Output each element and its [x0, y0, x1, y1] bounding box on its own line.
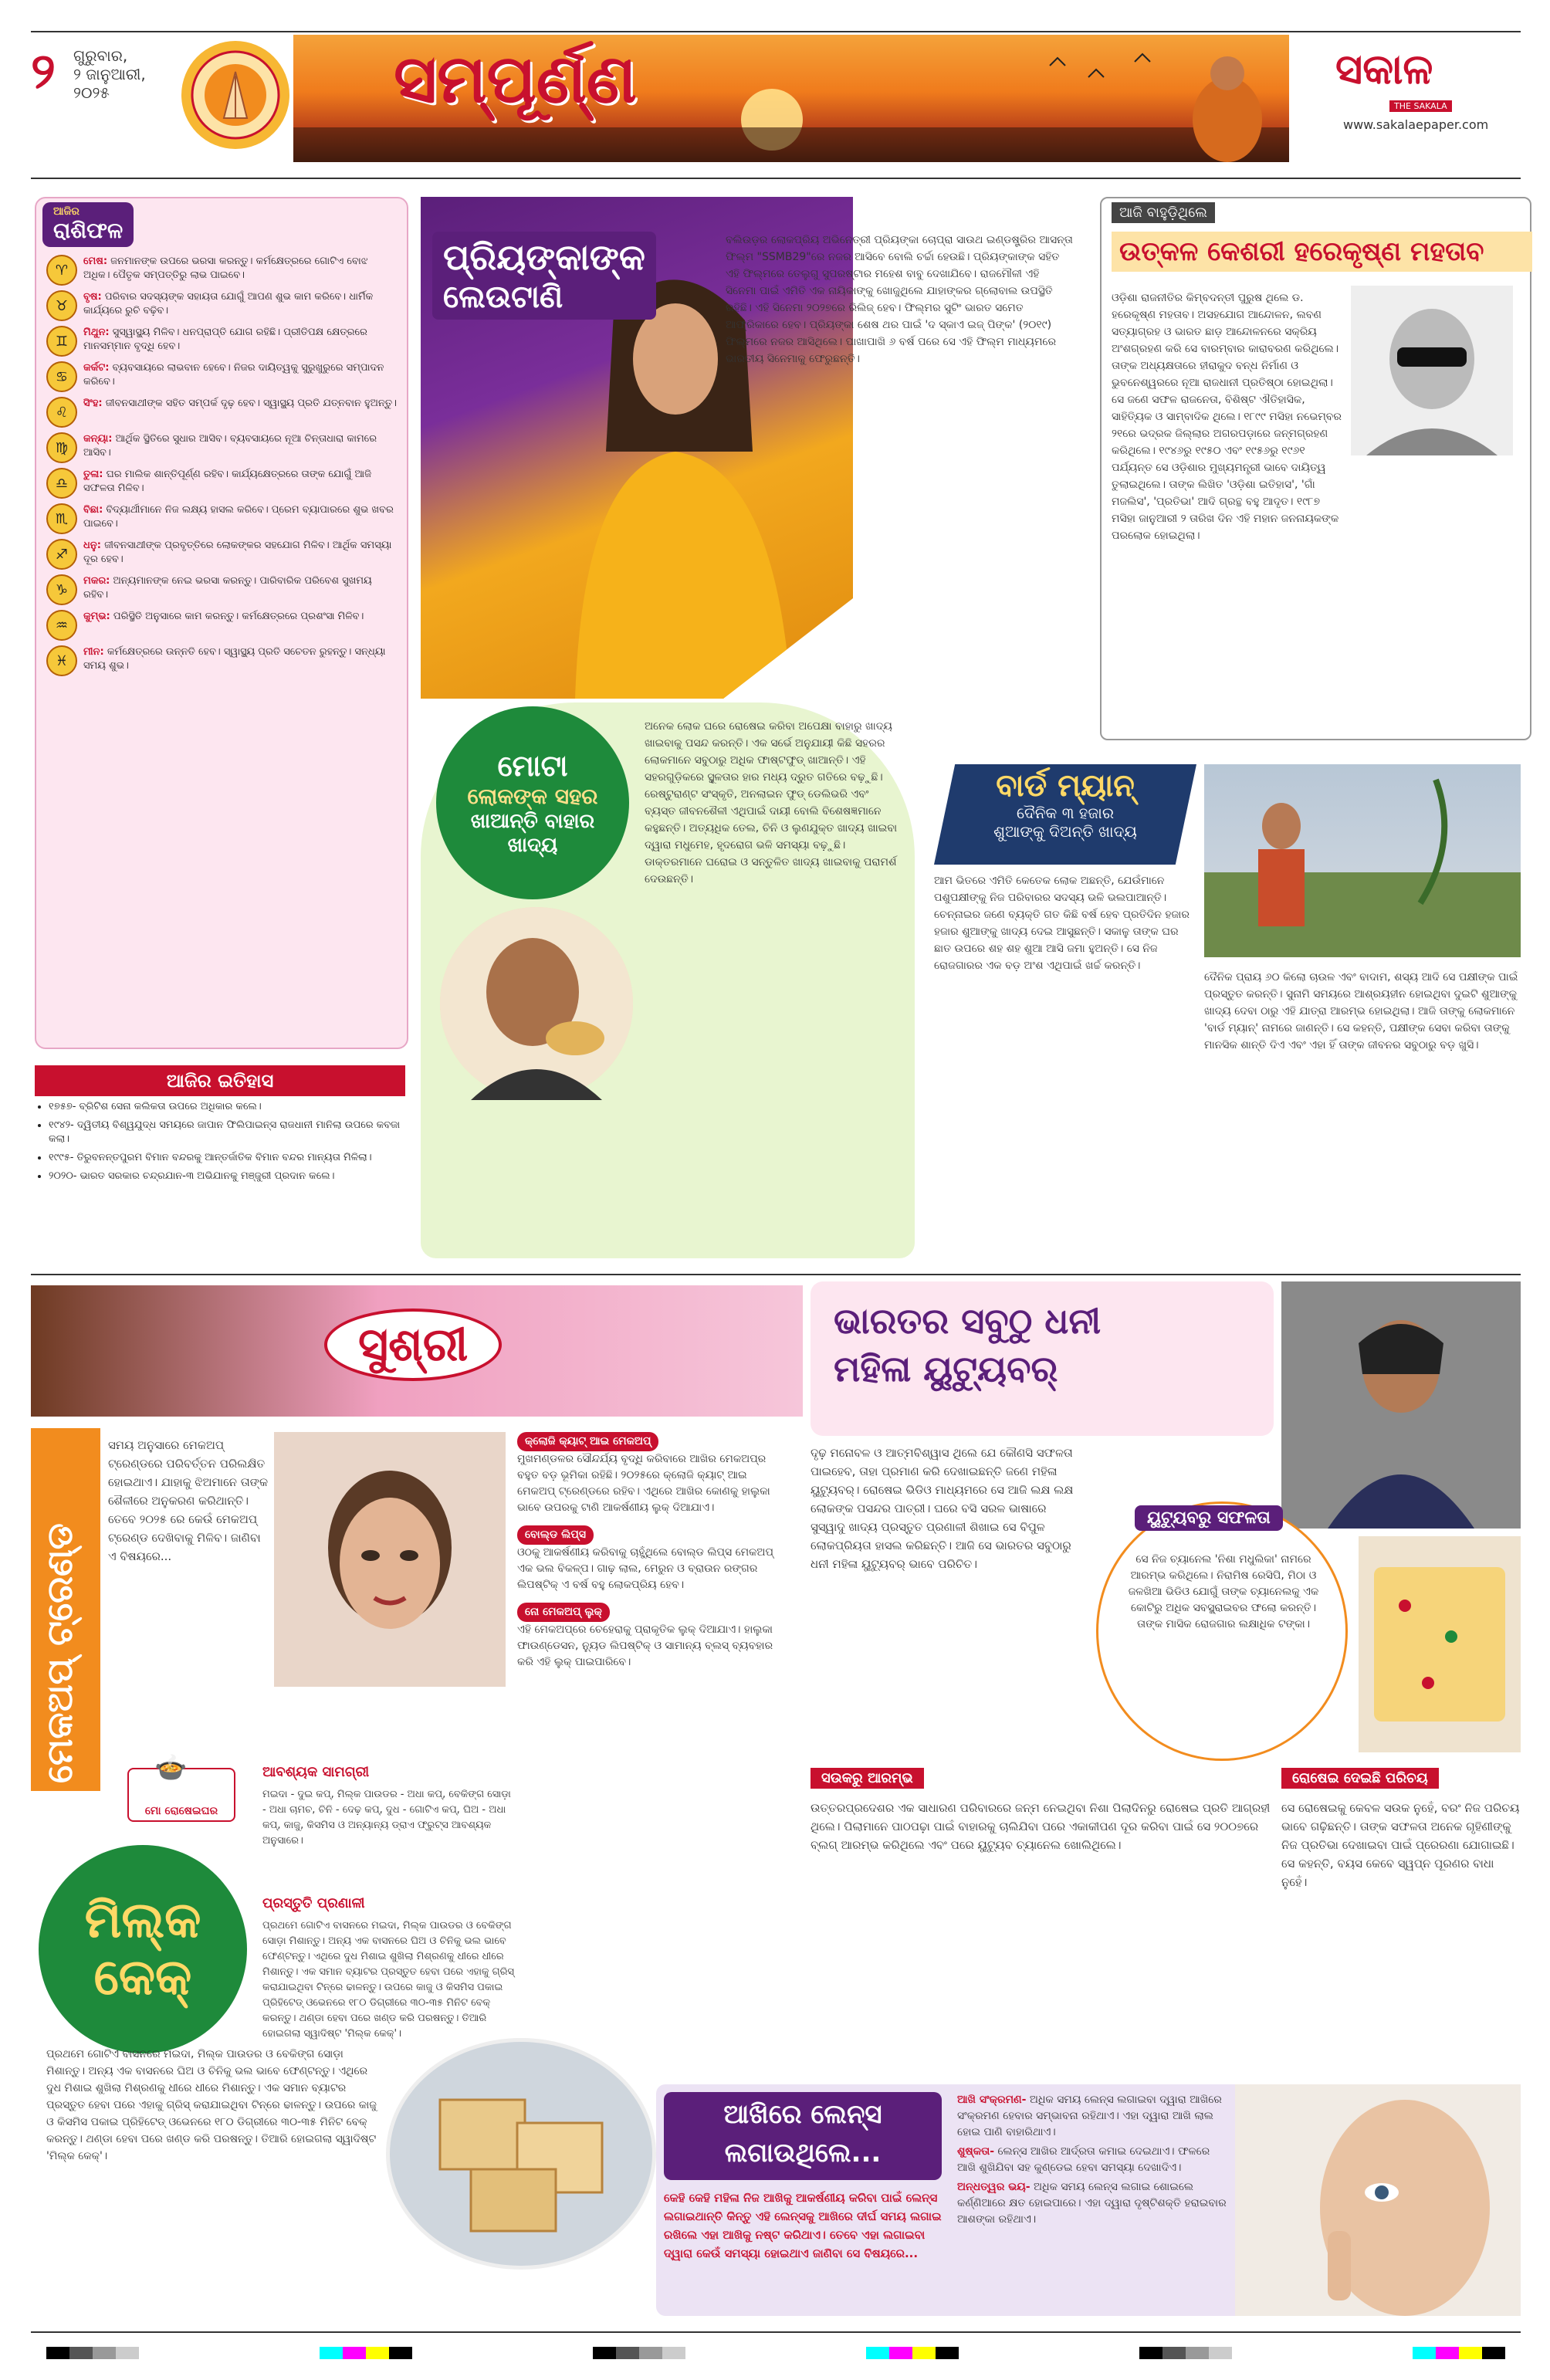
makeup-section-text: ମୁଖମଣ୍ଡଳର ସୌନ୍ଦର୍ଯ୍ୟ ବୃଦ୍ଧି କରିବାରେ ଆଖିର ମେକଅପ୍‌ର ବହୁତ ବଡ଼ ଭୂମିକା ରହିଛି। ୨୦୨୫ରେ କ୍ଲୋଜି କ୍ୟାଟ୍ ଆଇ ମେକଅପ୍ ଟ୍ରେଣ୍ଡରେ ରହିବ। ଏଥିରେ ଆଖିର କୋଣକୁ ହାଲୁକା ଭାବେ ଉପରକୁ ଟାଣି ଆକର୍ଷଣୀୟ ଲୁକ୍ ଦିଆଯାଏ।: [517, 1453, 770, 1514]
sagittarius-icon: ♐: [46, 539, 77, 570]
bottom-rule: [31, 2331, 1521, 2333]
bird-body-right: ଦୈନିକ ପ୍ରାୟ ୬୦ କିଲୋ ଚାଉଳ ଏବଂ ବାଦାମ, ଶସ୍ୟ ଆଦି ସେ ପକ୍ଷୀଙ୍କ ପାଇଁ ପ୍ରସ୍ତୁତ କରନ୍ତି। ସୁନାମି ସମୟରେ ଆଶ୍ରୟହୀନ ହୋଇଥିବା ଦୁଇଟି ଶୁଆଙ୍କୁ ଖାଦ୍ୟ ଦେବା ଠାରୁ ଏହି ଯାତ୍ରା ଆରମ୍ଭ ହୋଇଥିଲା। ଆଜି ତାଙ୍କୁ ଲୋକମାନେ 'ବାର୍ଡ ମ୍ୟାନ୍' ନାମରେ ଜାଣନ୍ତି। ସେ କହନ୍ତି, ପକ୍ଷୀଙ୍କ ସେବା କରିବା ତାଙ୍କୁ ମାନସିକ ଶାନ୍ତି ଦିଏ ଏବଂ ଏହା ହିଁ ତାଙ୍କ ଜୀବନର ସବୁଠାରୁ ବଡ଼ ଖୁସି।: [1204, 971, 1518, 1051]
sign-row-mithuna: ♊ ମିଥୁନ: ସୁସ୍ୱାସ୍ଥ୍ୟ ମିଳିବ। ଧନପ୍ରାପ୍ତି ଯୋଗ ରହିଛି। ପ୍ରୀତିପକ୍ଷ କ୍ଷେତ୍ରରେ ମାନସମ୍ମାନ ବୃଦ୍ଧି ହେବ।: [46, 326, 398, 357]
makeup-intro-text: ସମୟ ଅନୁସାରେ ମେକଅପ୍ ଟ୍ରେଣ୍ଡରେ ପରିବର୍ତ୍ତନ ପରିଲକ୍ଷିତ ହୋଇଥାଏ। ଯାହାକୁ ଝିଅମାନେ ତାଙ୍କ ଶୈଳୀରେ ଅନୁକରଣ କରିଥାନ୍ତି। ତେବେ ୨୦୨୫ ରେ କେଉଁ ମେକଅପ୍ ଟ୍ରେଣ୍ଡ ଦେଖିବାକୁ ମିଳିବ। ଜାଣିବା ଏ ବିଷୟରେ...: [108, 1438, 269, 1563]
ingredients-title: ଆବଶ୍ୟକ ସାମଗ୍ରୀ: [262, 1764, 370, 1780]
page-number: ୨: [31, 42, 56, 100]
youtuber-body: ଦୃଢ଼ ମନୋବଳ ଓ ଆତ୍ମବିଶ୍ୱାସ ଥିଲେ ଯେ କୌଣସି ସଫଳତା ପାଇହେବ, ତାହା ପ୍ରମାଣ କରି ଦେଖାଇଛନ୍ତି ଜଣେ ମହିଳା ୟୁଟ୍ୟୁବର୍। ରୋଷେଇ ଭିଡିଓ ମାଧ୍ୟମରେ ସେ ଆଜି ଲକ୍ଷ ଲକ୍ଷ ଲୋକଙ୍କ ପସନ୍ଦର ପାତ୍ରୀ। ଘରେ ବସି ସରଳ ଭାଷାରେ ସୁସ୍ୱାଦୁ ଖାଦ୍ୟ ପ୍ରସ୍ତୁତ ପ୍ରଣାଳୀ ଶିଖାଇ ସେ ବିପୁଳ ଲୋକପ୍ରିୟତା ହାସଲ କରିଛନ୍ତି। ଆଜି ସେ ଭାରତର ସବୁଠାରୁ ଧନୀ ମହିଳା ୟୁଟ୍ୟୁବର୍ ଭାବେ ପରିଚିତ।: [811, 1446, 1074, 1571]
cooking-pot-icon: 🍲: [154, 1752, 188, 1783]
aries-icon: ♈: [46, 255, 77, 286]
logo-subtitle: THE SAKALA: [1389, 100, 1452, 112]
lens-intro: କେହି କେହି ମହିଳା ନିଜ ଆଖିକୁ ଆକର୍ଷଣୀୟ କରିବା ପାଇଁ ଲେନ୍ସ ଲଗାଇଥାନ୍ତି କିନ୍ତୁ ଏହି ଲେନ୍ସକୁ ଆଖିରେ ଦୀର୍ଘ ସମୟ ଲଗାଇ ରଖିଲେ ଏହା ଆଖିକୁ ନଷ୍ଟ କରିଥାଏ। ତେବେ ଏହା ଲଗାଇବା ଦ୍ୱାରା କେଉଁ ସମସ୍ୟା ହୋଇଥାଏ ଜାଣିବା ସେ ବିଷୟରେ...: [664, 2191, 942, 2260]
priyanka-headline-line1: ପ୍ରିୟଙ୍କାଙ୍କ: [443, 236, 645, 278]
makeup-section-title: ନୋ ମେକଅପ୍ ଲୁକ୍: [517, 1603, 610, 1622]
bird-article-right: [1204, 969, 1521, 1247]
top-rule: [31, 31, 1521, 32]
mandala-praying-hands-icon: [178, 37, 293, 153]
youtuber-success-text: ସେ ନିଜ ଚ୍ୟାନେଲ 'ନିଶା ମଧୁଲିକା' ନାମରେ ଆରମ୍ଭ କରିଥିଲେ। ନିରାମିଷ ରେସିପି, ମିଠା ଓ ଜଳଖିଆ ଭିଡିଓ ଯୋଗୁଁ ତାଙ୍କ ଚ୍ୟାନେଲକୁ ଏକ କୋଟିରୁ ଅଧିକ ସବସ୍କ୍ରାଇବର ଫଲୋ କରନ୍ତି। ତାଙ୍କ ମାସିକ ରୋଜଗାର ଲକ୍ଷାଧିକ ଟଙ୍କା।: [1128, 1553, 1319, 1630]
priyanka-headline-line2: ଲେଉଟାଣି: [443, 279, 563, 315]
sign-row-simha: ♌ ସିଂହ: ଜୀବନସାଥୀଙ୍କ ସହିତ ସମ୍ପର୍କ ଦୃଢ଼ ହେବ। ସ୍ୱାସ୍ଥ୍ୟ ପ୍ରତି ଯତ୍ନବାନ ହୁଅନ୍ତୁ।: [46, 397, 398, 428]
food-headline: [436, 706, 629, 899]
pisces-icon: ♓: [46, 645, 77, 676]
milk-cake-title-2: କେକ୍: [93, 1949, 192, 2006]
capricorn-icon: ♑: [46, 574, 77, 605]
makeup-intro: [108, 1436, 270, 1791]
sushree-banner: [31, 1285, 803, 1417]
lens-headline: [664, 2092, 942, 2180]
sign-row-makara: ♑ ମକର: ଅନ୍ୟମାନଙ୍କ ନେଇ ଭରସା କରନ୍ତୁ। ପାରିବାରିକ ପରିବେଶ ସୁଖମୟ ରହିବ।: [46, 574, 398, 605]
header-banner: [293, 35, 1289, 162]
youtuber-photo: [1281, 1281, 1521, 1529]
rashifal-list: [46, 255, 398, 681]
food-headline-line1: ମୋଟା: [497, 748, 568, 783]
lens-point-title: ଶୁଷ୍କତା-: [957, 2145, 995, 2158]
recipe-tag-text: ମୋ ରୋଷେଇଘର: [144, 1805, 218, 1817]
sign-row-tula: ♎ ତୁଳା: ଘର ମାଲିକ ଶାନ୍ତିପୂର୍ଣ୍ଣ ରହିବ। କାର୍ଯ୍ୟକ୍ଷେତ୍ରରେ ତାଙ୍କ ଯୋଗୁଁ ଆଜି ସଫଳତା ମିଳିବ।: [46, 468, 398, 499]
scorpio-icon: ♏: [46, 503, 77, 534]
youtuber-headline-line1: ଭାରତର ସବୁଠୁ ଧନୀ: [834, 1300, 1102, 1342]
method-title: ପ୍ରସ୍ତୁତି ପ୍ରଣାଳୀ: [262, 1895, 365, 1911]
youtuber-headline-box: [811, 1281, 1274, 1436]
date-day: ଗୁରୁବାର,: [73, 46, 128, 65]
sushree-banner-title: ସୁଶ୍ରୀ: [324, 1308, 502, 1381]
lens-point-text: ଅଧିକ ସମୟ ଲେନ୍ସ ଲଗାଇବା ଦ୍ୱାରା ଆଖିରେ ସଂକ୍ରମଣ ହେବାର ସମ୍ଭାବନା ରହିଥାଏ। ଏହା ଦ୍ୱାରା ଆଖି ଲାଲ ହୋଇ ପାଣି ବାହାରିଥାଏ।: [957, 2094, 1222, 2138]
mahtab-headline: ଉତ୍କଳ କେଶରୀ ହରେକୃଷ୍ଣ ମହତାବ: [1112, 232, 1532, 272]
rashifal-title-text: ରାଶିଫଳ: [53, 218, 124, 243]
food-headline-line2: ଲୋକଙ୍କ ସହର: [467, 783, 598, 809]
makeup-trend-vertical: [31, 1428, 100, 1791]
date-block: [73, 46, 146, 102]
ingredients-text: ମଇଦା - ଦୁଇ କପ୍, ମିଲ୍କ ପାଉଡର - ଅଧା କପ୍, ବେକିଙ୍ଗ ସୋଡ଼ା - ଅଧା ଚାମଚ, ଚିନି - ଦେଢ଼ କପ୍, ଦୁଧ - ଗୋଟିଏ କପ୍, ଘିଅ - ଅଧା କପ୍, କାଜୁ, କିସମିସ ଓ ଅନ୍ୟାନ୍ୟ ଡ୍ରାଏ ଫ୍ରୁଟ୍ସ ଆବଶ୍ୟକ ଅନୁସାରେ।: [262, 1789, 511, 1847]
youtuber-headline-line2: ମହିଳା ୟୁଟ୍ୟୁବର୍: [834, 1348, 1058, 1390]
priyanka-body: ବଲିଉଡ଼ର ଲୋକପ୍ରିୟ ଅଭିନେତ୍ରୀ ପ୍ରିୟଙ୍କା ଚୋପ୍ରା ସାଉଥ ଇଣ୍ଡଷ୍ଟ୍ରିର ଆସନ୍ତା ଫିଲ୍ମ "SSMB29"ରେ ନଜର ଆସିବେ ବୋଲି ଚର୍ଚ୍ଚା ହେଉଛି। ପ୍ରିୟଙ୍କାଙ୍କ ସହିତ ଏହି ଫିଲ୍ମରେ ତେଲୁଗୁ ସୁପରଷ୍ଟାର ମହେଶ ବାବୁ ଦେଖାଯିବେ। ରାଜମୌଳୀ ଏହି ସିନେମା ପାଇଁ ଏମିତି ଏକ ନାୟିକାଙ୍କୁ ଖୋଜୁଥିଲେ ଯାହାଙ୍କର ଗ୍ଲୋବାଲ ଉପସ୍ଥିତି ରହିଛି। ଏହି ସିନେମା ୨୦୨୭ରେ ରିଲିଜ୍ ହେବ। ଫିଲ୍ମର ସୁଟିଂ ଭାରତ ସମେତ ଆଫ୍ରିକାରେ ହେବ। ପ୍ରିୟଙ୍କା ଶେଷ ଥର ପାଇଁ 'ଦ ସ୍କାଏ ଇଜ୍ ପିଙ୍କ' (୨୦୧୯) ଫିଲ୍ମରେ ନଜର ଆସିଥିଲେ। ପାଖାପାଖି ୬ ବର୍ଷ ପରେ ସେ ଏହି ଫିଲ୍ମ ମାଧ୍ୟମରେ ଭାରତୀୟ ସିନେମାକୁ ଫେରୁଛନ୍ତି।: [726, 234, 1073, 365]
method-text-continued: ପ୍ରଥମେ ଗୋଟିଏ ବାସନରେ ମଇଦା, ମିଲ୍କ ପାଉଡର ଓ ବେକିଙ୍ଗ ସୋଡ଼ା ମିଶାନ୍ତୁ। ଅନ୍ୟ ଏକ ବାସନରେ ଘିଅ ଓ ଚିନିକୁ ଭଲ ଭାବେ ଫେଣ୍ଟନ୍ତୁ। ଏଥିରେ ଦୁଧ ମିଶାଇ ଶୁଖିଲା ମିଶ୍ରଣକୁ ଧୀରେ ଧୀରେ ମିଶାନ୍ତୁ। ଏକ ସମାନ ବ୍ୟାଟର ପ୍ରସ୍ତୁତ ହେବା ପରେ ଏହାକୁ ଗ୍ରିସ୍ କରାଯାଇଥିବା ଟିନ୍‌ରେ ଢାଳନ୍ତୁ। ଉପରେ କାଜୁ ଓ କିସମିସ ପକାଇ ପ୍ରିହିଟେଡ୍ ଓଭେନରେ ୧୮୦ ଡିଗ୍ରୀରେ ୩୦-୩୫ ମିନିଟ ବେକ୍ କରନ୍ତୁ। ଥଣ୍ଡା ହେବା ପରେ ଖଣ୍ଡ କରି ପରଷନ୍ତୁ। ତିଆରି ହୋଇଗଲା ସ୍ୱାଦିଷ୍ଟ 'ମିଲ୍କ କେକ୍'।: [46, 2048, 377, 2162]
food-body: ଅନେକ ଲୋକ ଘରେ ରୋଷେଇ କରିବା ଅପେକ୍ଷା ବାହାରୁ ଖାଦ୍ୟ ଖାଇବାକୁ ପସନ୍ଦ କରନ୍ତି। ଏକ ସର୍ଭେ ଅନୁଯାୟୀ କିଛି ସହରର ଲୋକମାନେ ସବୁଠାରୁ ଅଧିକ ଫାଷ୍ଟଫୁଡ୍ ଖାଆନ୍ତି। ଏହି ସହରଗୁଡ଼ିକରେ ସ୍ଥୂଳତାର ହାର ମଧ୍ୟ ଦ୍ରୁତ ଗତିରେ ବଢ଼ୁଛି। ରେଷ୍ଟୁରାଣ୍ଟ ସଂସ୍କୃତି, ଅନଲାଇନ ଫୁଡ୍ ଡେଲିଭରି ଏବଂ ବ୍ୟସ୍ତ ଜୀବନଶୈଳୀ ଏଥିପାଇଁ ଦାୟୀ ବୋଲି ବିଶେଷଜ୍ଞମାନେ କହୁଛନ୍ତି। ଅତ୍ୟଧିକ ତେଲ, ଚିନି ଓ ଲୁଣଯୁକ୍ତ ଖାଦ୍ୟ ଖାଇବା ଦ୍ୱାରା ମଧୁମେହ, ହୃଦରୋଗ ଭଳି ସମସ୍ୟା ବଢ଼ୁଛି। ଡାକ୍ତରମାନେ ଘରୋଇ ଓ ସନ୍ତୁଳିତ ଖାଦ୍ୟ ଖାଇବାକୁ ପରାମର୍ଶ ଦେଉଛନ୍ତି।: [645, 720, 898, 885]
method-text: ପ୍ରଥମେ ଗୋଟିଏ ବାସନରେ ମଇଦା, ମିଲ୍କ ପାଉଡର ଓ ବେକିଙ୍ଗ ସୋଡ଼ା ମିଶାନ୍ତୁ। ଅନ୍ୟ ଏକ ବାସନରେ ଘିଅ ଓ ଚିନିକୁ ଭଲ ଭାବେ ଫେଣ୍ଟନ୍ତୁ। ଏଥିରେ ଦୁଧ ମିଶାଇ ଶୁଖିଲା ମିଶ୍ରଣକୁ ଧୀରେ ଧୀରେ ମିଶାନ୍ତୁ। ଏକ ସମାନ ବ୍ୟାଟର ପ୍ରସ୍ତୁତ ହେବା ପରେ ଏହାକୁ ଗ୍ରିସ୍ କରାଯାଇଥିବା ଟିନ୍‌ରେ ଢାଳନ୍ତୁ। ଉପରେ କାଜୁ ଓ କିସମିସ ପକାଇ ପ୍ରିହିଟେଡ୍ ଓଭେନରେ ୧୮୦ ଡିଗ୍ରୀରେ ୩୦-୩୫ ମିନିଟ ବେକ୍ କରନ୍ତୁ। ଥଣ୍ଡା ହେବା ପରେ ଖଣ୍ଡ କରି ପରଷନ୍ତୁ। ତିଆରି ହୋଇଗଲା ସ୍ୱାଦିଷ୍ଟ 'ମିଲ୍କ କେକ୍'।: [262, 1920, 514, 2040]
virgo-icon: ♍: [46, 432, 77, 463]
date-date: ୨ ଜାନୁଆରୀ,: [73, 65, 146, 83]
history-item: • ୧୭୫୭- ବ୍ରିଟିଶ ସେନା କଲିକତା ଉପରେ ଅଧିକାର କଲେ।: [49, 1100, 411, 1114]
bird-headline-title: ବାର୍ଡ ମ୍ୟାନ୍: [996, 768, 1135, 804]
taurus-icon: ♉: [46, 290, 77, 321]
libra-icon: ♎: [46, 468, 77, 499]
youtuber-start-title: ସଉକରୁ ଆରମ୍ଭ: [811, 1768, 924, 1789]
makeup-section-title: କ୍ଲୋଜି କ୍ୟାଟ୍ ଆଇ ମେକଅପ୍: [517, 1432, 658, 1451]
sign-row-meena: ♓ ମୀନ: କର୍ମକ୍ଷେତ୍ରରେ ଉନ୍ନତି ହେବ। ସ୍ୱାସ୍ଥ୍ୟ ପ୍ରତି ସଚେତନ ରୁହନ୍ତୁ। ସନ୍ଧ୍ୟା ସମୟ ଶୁଭ।: [46, 645, 398, 676]
bird-subhead-2: ଶୁଆଙ୍କୁ ଦିଅନ୍ତି ଖାଦ୍ୟ: [993, 822, 1137, 841]
method-text-top: [262, 1918, 517, 2040]
history-item: • ୨୦୨୦- ଭାରତ ସରକାର ଚନ୍ଦ୍ରଯାନ-୩ ଅଭିଯାନକୁ ମଞ୍ଜୁରୀ ପ୍ରଦାନ କଲେ।: [49, 1170, 411, 1183]
lens-point-title: ଅନ୍ଧତ୍ୱର ଭୟ-: [957, 2181, 1031, 2193]
mahtab-kicker: ଆଜି ବାହୁଡ଼ିଥିଲେ: [1112, 202, 1215, 223]
lens-headline-line2: ଲଗାଉଥିଲେ...: [724, 2138, 882, 2168]
history-item: • ୧୯୯୫- ତିରୁବନନ୍ତପୁରମ ବିମାନ ବନ୍ଦରକୁ ଆନ୍ତର୍ଜାତିକ ବିମାନ ବନ୍ଦର ମାନ୍ୟତା ମିଳିଲା।: [49, 1151, 411, 1165]
makeup-trend-title: ମେକଅପ୍ ଟ୍ରେଣ୍ଡ: [39, 1523, 80, 1783]
sign-row-karkata: ♋ କର୍କଟ: ବ୍ୟବସାୟରେ ଲାଭବାନ ହେବେ। ନିଜର ଦାୟିତ୍ୱକୁ ସୁରୁଖୁରୁରେ ସମ୍ପାଦନ କରିବେ।: [46, 361, 398, 392]
rashifal-title: [42, 202, 134, 247]
youtuber-start-text: ଉତ୍ତରପ୍ରଦେଶର ଏକ ସାଧାରଣ ପରିବାରରେ ଜନ୍ମ ନେଇଥିବା ନିଶା ପିଲାଦିନରୁ ରୋଷେଇ ପ୍ରତି ଆଗ୍ରହୀ ଥିଲେ। ପିଲାମାନେ ପାଠପଢ଼ା ପାଇଁ ବାହାରକୁ ଚାଲିଯିବା ପରେ ଏକାକୀପଣ ଦୂର କରିବା ପାଇଁ ସେ ୨୦୦୭ରେ ବ୍ଲଗ୍ ଆରମ୍ଭ କରିଥିଲେ ଏବଂ ପରେ ୟୁଟ୍ୟୁବ ଚ୍ୟାନେଲ ଖୋଲିଥିଲେ।: [811, 1801, 1271, 1852]
makeup-section-text: ଏହି ମେକଅପ୍‌ରେ ଚେହେରାକୁ ପ୍ରାକୃତିକ ଲୁକ୍ ଦିଆଯାଏ। ହାଲୁକା ଫାଉଣ୍ଡେସନ, ନ୍ୟୁଡ ଲିପଷ୍ଟିକ୍ ଓ ସାମାନ୍ୟ ବ୍ଲସ୍ ବ୍ୟବହାର କରି ଏହି ଲୁକ୍ ପାଇପାରିବେ।: [517, 1623, 773, 1668]
date-year: ୨୦୨୫: [73, 83, 110, 102]
sign-row-mesha: ♈ ମେଷ: ଜନମାନଙ୍କ ଉପରେ ଭରସା କରନ୍ତୁ। କର୍ମକ୍ଷେତ୍ରରେ ଗୋଟିଏ ବୋଝ ଅଧିକ। ପୈତୃକ ସମ୍ପତ୍ତିରୁ ଲାଭ ପାଇବେ।: [46, 255, 398, 286]
milk-cake-photo: [386, 2038, 656, 2270]
bird-man-photo: [1204, 764, 1521, 957]
makeup-sections: [517, 1432, 780, 2034]
history-item: • ୧୯୪୨- ଦ୍ୱିତୀୟ ବିଶ୍ୱଯୁଦ୍ଧ ସମୟରେ ଜାପାନ ଫିଲିପାଇନ୍ସ ରାଜଧାନୀ ମାନିଲା ଉପରେ କବଜା କଲା।: [49, 1119, 411, 1146]
sign-row-bichha: ♏ ବିଛା: ବିଦ୍ୟାର୍ଥୀମାନେ ନିଜ ଲକ୍ଷ୍ୟ ହାସଲ କରିବେ। ପ୍ରେମ ବ୍ୟାପାରରେ ଶୁଭ ଖବର ପାଇବେ।: [46, 503, 398, 534]
bird-article-left: [934, 872, 1196, 1251]
bird-subhead-1: ଦୈନିକ ୩ ହଜାର: [1017, 804, 1114, 822]
sign-row-dhanu: ♐ ଧନୁ: ଜୀବନସାଥୀଙ୍କ ପ୍ରବୃତ୍ତିରେ ଲୋକଙ୍କର ସହଯୋଗ ମିଳିବ। ଆର୍ଥିକ ସମସ୍ୟା ଦୂର ହେବ।: [46, 539, 398, 570]
youtuber-career-text: ସେ ରୋଷେଇକୁ କେବଳ ସଉକ ନୁହେଁ, ବରଂ ନିଜ ପରିଚୟ ଭାବେ ଗଢ଼ିଛନ୍ତି। ତାଙ୍କ ସଫଳତା ଅନେକ ଗୃହିଣୀଙ୍କୁ ନିଜ ପ୍ରତିଭା ଦେଖାଇବା ପାଇଁ ପ୍ରେରଣା ଯୋଗାଇଛି। ସେ କହନ୍ତି, ବୟସ କେବେ ସ୍ୱପ୍ନ ପୂରଣର ବାଧା ନୁହେଁ।: [1281, 1801, 1520, 1889]
priyanka-article: [726, 232, 1073, 664]
newspaper-logo: ସକାଳ: [1335, 45, 1433, 93]
mahtab-portrait: [1351, 286, 1513, 455]
mid-rule: [31, 1274, 1521, 1275]
header-rule: [31, 178, 1521, 179]
youtuber-success-title: ୟୁଟ୍ୟୁବରୁ ସଫଳତା: [1135, 1505, 1283, 1531]
aquarius-icon: ♒: [46, 610, 77, 641]
youtuber-article: [811, 1444, 1081, 1752]
mahtab-body: ଓଡ଼ିଶା ରାଜନୀତିର କିମ୍ବଦନ୍ତୀ ପୁରୁଷ ଥିଲେ ଡ. ହରେକୃଷ୍ଣ ମହତାବ। ଅସହଯୋଗ ଆନ୍ଦୋଳନ, ଲବଣ ସତ୍ୟାଗ୍ରହ ଓ ଭାରତ ଛାଡ଼ ଆନ୍ଦୋଳନରେ ସକ୍ରିୟ ଅଂଶଗ୍ରହଣ କରି ସେ ବାରମ୍ବାର କାରାବରଣ କରିଥିଲେ। ତାଙ୍କ ଅଧ୍ୟକ୍ଷତାରେ ହୀରାକୁଦ ବନ୍ଧ ନିର୍ମାଣ ଓ ଭୁବନେଶ୍ୱରରେ ନୂଆ ରାଜଧାନୀ ପ୍ରତିଷ୍ଠା ହୋଇଥିଲା। ସେ ଜଣେ ସଫଳ ରାଜନେତା, ବିଶିଷ୍ଟ ଐତିହାସିକ, ସାହିତ୍ୟିକ ଓ ସାମ୍ବାଦିକ ଥିଲେ। ୧୮୯୯ ମସିହା ନଭେମ୍ବର ୨୧ରେ ଭଦ୍ରକ ଜିଲ୍ଲାର ଅଗରପଡ଼ାରେ ଜନ୍ମଗ୍ରହଣ କରିଥିଲେ। ୧୯୪୬ରୁ ୧୯୫୦ ଏବଂ ୧୯୫୬ରୁ ୧୯୬୧ ପର୍ଯ୍ୟନ୍ତ ସେ ଓଡ଼ିଶାର ମୁଖ୍ୟମନ୍ତ୍ରୀ ଭାବେ ଦାୟିତ୍ୱ ତୁଲାଇଥିଲେ। ତାଙ୍କ ଲିଖିତ 'ଓଡ଼ିଶା ଇତିହାସ', 'ଗାଁ ମଜଲିସ', 'ପ୍ରତିଭା' ଆଦି ଗ୍ରନ୍ଥ ବହୁ ଆଦୃତ। ୧୯୮୭ ମସିହା ଜାନୁଆରୀ ୨ ତାରିଖ ଦିନ ଏହି ମହାନ ଜନନାୟକଙ୍କ ପରଲୋକ ହୋଇଥିଲା।: [1112, 292, 1342, 542]
leo-icon: ♌: [46, 397, 77, 428]
food-headline-line4: ଖାଦ୍ୟ: [507, 833, 558, 857]
milk-cake-title: [39, 1845, 247, 2053]
mahtab-article: [1112, 289, 1343, 542]
lens-point-title: ଆଖି ସଂକ୍ରମଣ-: [957, 2094, 1027, 2106]
food-article: [645, 718, 899, 1243]
method-text-bottom: [46, 2046, 378, 2308]
lens-headline-line1: ଆଖିରେ ଲେନ୍ସ: [723, 2099, 882, 2130]
makeup-section-title: ବୋଲ୍ଡ ଲିପ୍ସ: [517, 1525, 594, 1545]
priyanka-headline: [432, 232, 656, 320]
food-headline-line3: ଖାଆନ୍ତି ବାହାର: [470, 809, 595, 833]
gemini-icon: ♊: [46, 326, 77, 357]
sign-row-kanya: ♍ କନ୍ୟା: ଆର୍ଥିକ ସ୍ଥିତିରେ ସୁଧାର ଆସିବ। ବ୍ୟବସାୟରେ ନୂଆ ଚିନ୍ତାଧାରା କାମରେ ଆସିବ।: [46, 432, 398, 463]
lens-point-text: ଅଧିକ ସମୟ ଲେନ୍ସ ଲଗାଇ ଶୋଇଲେ କର୍ଣ୍ଣିଆରେ କ୍ଷତ ହୋଇପାରେ। ଏହା ଦ୍ୱାରା ଦୃଷ୍ଟିଶକ୍ତି ହରାଇବାର ଆଶଙ୍କା ରହିଥାଏ।: [957, 2181, 1227, 2226]
cake-slice-photo: [1359, 1536, 1521, 1752]
makeup-model-photo: [274, 1432, 506, 1687]
makeup-section-text: ଓଠକୁ ଆକର୍ଷଣୀୟ କରିବାକୁ ଚାହୁଁଥିଲେ ବୋଲ୍ଡ ଲିପ୍ସ ମେକଅପ୍ ଏକ ଭଲ ବିକଳ୍ପ। ଗାଢ଼ ଲାଲ, ମେରୁନ ଓ ବ୍ରାଉନ ରଙ୍ଗର ଲିପଷ୍ଟିକ୍ ଏ ବର୍ଷ ବହୁ ଲୋକପ୍ରିୟ ହେବ।: [517, 1546, 773, 1591]
cancer-icon: ♋: [46, 361, 77, 392]
milk-cake-title-1: ମିଲ୍କ: [84, 1892, 201, 1949]
website-link[interactable]: www.sakalaepaper.com: [1343, 117, 1489, 132]
bird-body-left: ଆମ ଭିତରେ ଏମିତି କେତେକ ଲୋକ ଅଛନ୍ତି, ଯେଉଁମାନେ ପଶୁପକ୍ଷୀଙ୍କୁ ନିଜ ପରିବାରର ସଦସ୍ୟ ଭଳି ଭଲପାଆନ୍ତି। ଚେନ୍ନାଇର ଜଣେ ବ୍ୟକ୍ତି ଗତ କିଛି ବର୍ଷ ହେବ ପ୍ରତିଦିନ ହଜାର ହଜାର ଶୁଆଙ୍କୁ ଖାଦ୍ୟ ଦେଇ ଆସୁଛନ୍ତି। ସକାଳୁ ତାଙ୍କ ଘର ଛାତ ଉପରେ ଶହ ଶହ ଶୁଆ ଆସି ଜମା ହୁଅନ୍ତି। ସେ ନିଜ ରୋଜଗାରର ଏକ ବଡ଼ ଅଂଶ ଏଥିପାଇଁ ଖର୍ଚ୍ଚ କରନ୍ତି।: [934, 875, 1190, 972]
bird-headline: [949, 768, 1181, 841]
rashifal-title-prefix: ଆଜିର: [53, 205, 80, 218]
food-photo: [440, 907, 633, 1100]
section-title: ସମ୍ପୂର୍ଣ୍ଣ: [394, 41, 637, 118]
lens-woman-photo: [1235, 2084, 1521, 2316]
print-registration-marks: [46, 2347, 1505, 2359]
youtuber-career-title: ରୋଷେଇ ଦେଇଛି ପରିଚୟ: [1281, 1768, 1439, 1789]
history-title: ଆଜିର ଇତିହାସ: [35, 1065, 405, 1096]
sign-row-kumbha: ♒ କୁମ୍ଭ: ପରିସ୍ଥିତି ଅନୁସାରେ କାମ କରନ୍ତୁ। କର୍ମକ୍ଷେତ୍ରରେ ପ୍ରଶଂସା ମିଳିବ।: [46, 610, 398, 641]
lens-points: [957, 2092, 1227, 2308]
sign-row-brusha: ♉ ବୃଷ: ପରିବାର ସଦସ୍ୟଙ୍କ ସହାୟତା ଯୋଗୁଁ ଆପଣ ଶୁଭ କାମ କରିବେ। ଧାର୍ମିକ କାର୍ଯ୍ୟରେ ରୁଚି ବଢ଼ିବ।: [46, 290, 398, 321]
history-list: [35, 1100, 411, 1188]
lens-point-text: ଲେନ୍ସ ଆଖିର ଆର୍ଦ୍ରତା କମାଇ ଦେଇଥାଏ। ଫଳରେ ଆଖି ଶୁଖିଯିବା ସହ କୁଣ୍ଡେଇ ହେବା ସମସ୍ୟା ଦେଖାଦିଏ।: [957, 2145, 1210, 2174]
